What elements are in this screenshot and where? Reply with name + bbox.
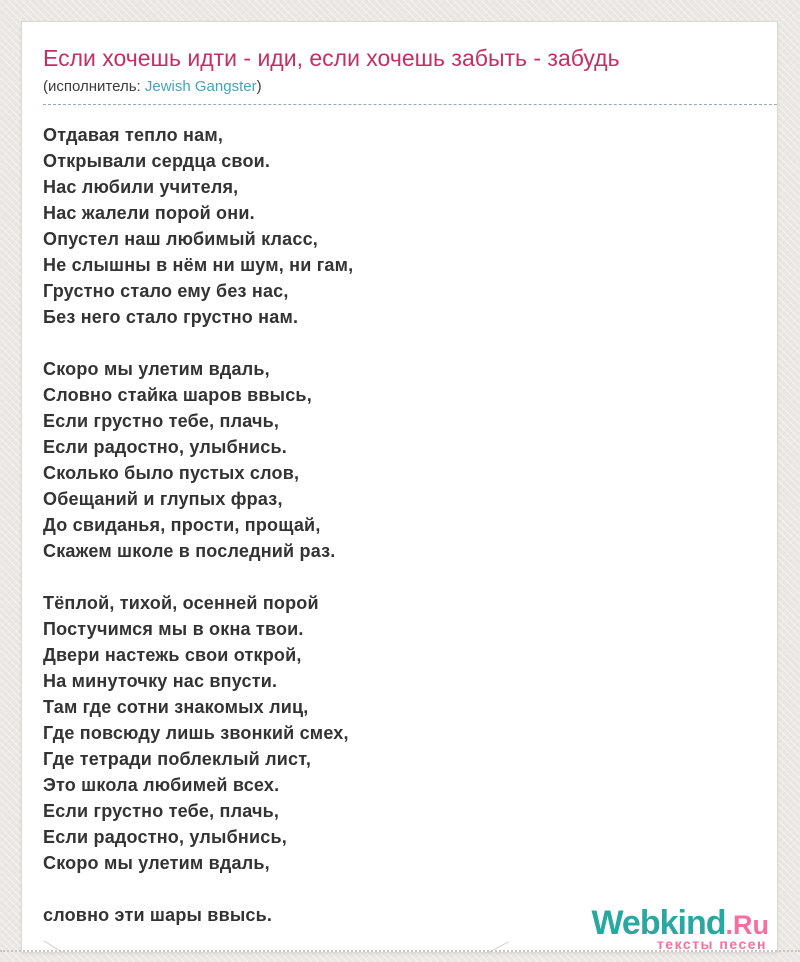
lyric-line: Это школа любимей всех. — [43, 774, 280, 795]
lyric-line: Сколько было пустых слов, — [43, 462, 300, 483]
lyric-line: Открывали сердца свои. — [43, 150, 271, 171]
lyric-line: Двери настежь свои открой, — [43, 644, 302, 665]
dotted-separator — [43, 96, 777, 105]
lyric-line: Если радостно, улыбнись, — [43, 826, 287, 847]
lyric-line: Если грустно тебе, плачь, — [43, 410, 280, 431]
lyric-line: Скоро мы улетим вдаль, — [43, 852, 270, 873]
lyric-line: Где тетради поблеклый лист, — [43, 748, 312, 769]
lyric-line: словно эти шары ввысь. — [43, 904, 273, 925]
lyric-line: Скоро мы улетим вдаль, — [43, 358, 270, 379]
artist-link[interactable]: Jewish Gangster — [144, 77, 257, 95]
lyric-line: Где повсюду лишь звонкий смех, — [43, 722, 349, 743]
lyric-line: Постучимся мы в окна твои. — [43, 618, 304, 639]
lyric-line: Если радостно, улыбнись. — [43, 436, 287, 457]
lyric-line: На минуточку нас впусти. — [43, 670, 278, 691]
webkind-logo-link[interactable] — [591, 903, 769, 952]
lyric-line: Без него стало грустно нам. — [43, 306, 299, 327]
logo-tagline: тексты песен — [656, 935, 767, 952]
lyric-line: Тёплой, тихой, осенней порой — [43, 592, 319, 613]
lyric-line: Нас жалели порой они. — [43, 202, 255, 223]
webkind-logo — [591, 903, 769, 942]
lyric-line: Не слышны в нём ни шум, ни гам, — [43, 254, 354, 275]
lyric-line: Грустно стало ему без нас, — [43, 280, 289, 301]
lyric-line — [43, 876, 777, 902]
lyric-line — [43, 330, 777, 356]
webkind-logo-ru-suffix: .Ru — [725, 909, 769, 940]
artist-label: (исполнитель: — [43, 77, 145, 95]
artist-line-suffix: ) — [256, 77, 262, 95]
song-title: Если хочешь идти - иди, если хочешь забыть - забудь — [43, 45, 620, 71]
webkind-logo-text: Webkind — [591, 903, 726, 942]
lyric-line: Отдавая тепло нам, — [43, 124, 224, 145]
lyric-line: До свиданья, прости, прощай, — [43, 514, 321, 535]
lyrics — [43, 122, 777, 928]
lyric-line: Там где сотни знакомых лиц, — [43, 696, 309, 717]
lyric-line: Обещаний и глупых фраз, — [43, 488, 283, 509]
lyric-line: Опустел наш любимый класс, — [43, 228, 318, 249]
lyric-line — [43, 564, 777, 590]
artist-line — [43, 78, 777, 96]
lyric-line: Скажем школе в последний раз. — [43, 540, 336, 561]
lyric-line: Словно стайка шаров ввысь, — [43, 384, 312, 405]
lyric-line: Нас любили учителя, — [43, 176, 239, 197]
lyric-line: Если грустно тебе, плачь, — [43, 800, 280, 821]
bottom-dotted-line — [0, 950, 800, 952]
lyrics-card — [21, 21, 778, 953]
